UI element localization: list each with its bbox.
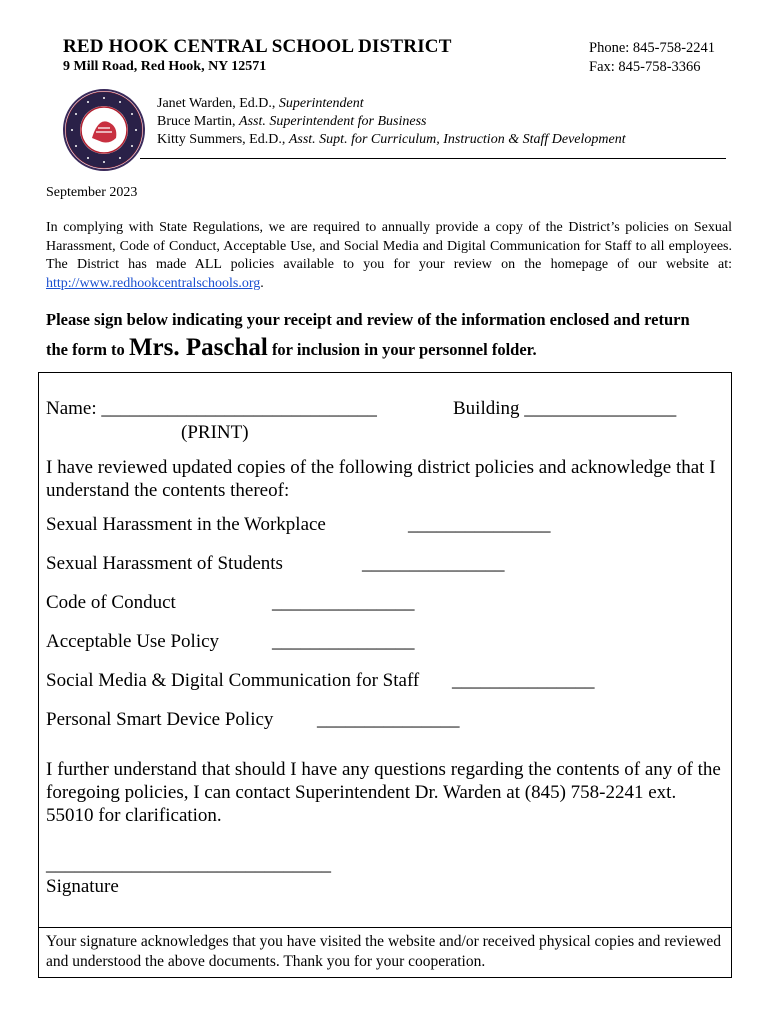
- policy-label: Acceptable Use Policy: [46, 631, 220, 652]
- signature-label: Signature: [46, 876, 119, 897]
- district-seal-logo: [62, 88, 146, 172]
- district-address: 9 Mill Road, Red Hook, NY 12571: [63, 59, 267, 74]
- policy-initial-line[interactable]: _______________: [362, 553, 505, 574]
- staff-name: Janet Warden, Ed.D.,: [157, 96, 279, 111]
- instructions-line-1: Please sign below indicating your receipt and review of the information enclosed and return: [46, 310, 690, 329]
- staff-title: Superintendent: [278, 96, 364, 111]
- district-fax: Fax: 845-758-3366: [589, 59, 701, 75]
- intro-after-link: .: [260, 275, 264, 291]
- contact-name: Mrs. Paschal: [128, 334, 268, 361]
- instructions-pre: the form to: [46, 340, 129, 359]
- staff-curriculum: [157, 132, 626, 148]
- instructions-post: for inclusion in your personnel folder.: [267, 340, 537, 359]
- staff-title: Asst. Superintendent for Business: [239, 114, 427, 129]
- building-field[interactable]: Building ________________: [453, 398, 677, 419]
- acknowledge-text: I have reviewed updated copies of the following district policies and acknowledge that I understand the contents thereof:: [46, 457, 716, 501]
- district-website-link[interactable]: http://www.redhookcentralschools.org: [46, 275, 261, 291]
- letter-date: September 2023: [46, 185, 138, 200]
- district-phone: Phone: 845-758-2241: [589, 40, 716, 56]
- name-field[interactable]: Name: _____________________________: [46, 398, 377, 419]
- policy-initial-line[interactable]: _______________: [272, 592, 415, 613]
- staff-title: Asst. Supt. for Curriculum, Instruction & Staff Development: [288, 132, 626, 147]
- staff-business: [157, 114, 426, 130]
- policy-initial-line[interactable]: _______________: [452, 670, 595, 691]
- header-rule: [140, 158, 726, 159]
- policy-initial-line[interactable]: _______________: [272, 631, 415, 652]
- policy-label: Social Media & Digital Communication for Staff: [46, 670, 420, 691]
- policy-initial-line[interactable]: _______________: [317, 709, 460, 730]
- staff-superintendent: [157, 96, 364, 112]
- print-label: (PRINT): [181, 422, 249, 443]
- policy-label: Sexual Harassment in the Workplace: [46, 514, 326, 535]
- district-name: RED HOOK CENTRAL SCHOOL DISTRICT: [63, 36, 452, 57]
- policy-initial-line[interactable]: _______________: [408, 514, 551, 535]
- policy-label: Personal Smart Device Policy: [46, 709, 274, 730]
- form-footer-divider: [38, 927, 732, 928]
- signature-line[interactable]: ______________________________: [46, 854, 331, 875]
- policy-label: Code of Conduct: [46, 592, 176, 613]
- staff-name: Kitty Summers, Ed.D.,: [157, 132, 289, 147]
- instructions-line-2: [46, 334, 537, 362]
- policy-label: Sexual Harassment of Students: [46, 553, 283, 574]
- intro-text: In complying with State Regulations, we are required to annually provide a copy of the District’s policies on Sexual Harassment, Code of Conduct, Acceptable Use, and Social Media and Digital Communication for Staff to all employees. The District has made ALL policies available to you for your review on the homepage of our website at:: [46, 220, 732, 272]
- form-footer-note: Your signature acknowledges that you have visited the website and/or received physical copies and reviewed and understood the above documents. Thank you for your cooperation.: [46, 933, 722, 970]
- intro-paragraph: [46, 219, 732, 293]
- further-text: I further understand that should I have any questions regarding the contents of any of the foregoing policies, I can contact Superintendent Dr. Warden at (845) 758-2241 ext. 55010 for clarification.: [46, 759, 721, 826]
- staff-name: Bruce Martin,: [157, 114, 240, 129]
